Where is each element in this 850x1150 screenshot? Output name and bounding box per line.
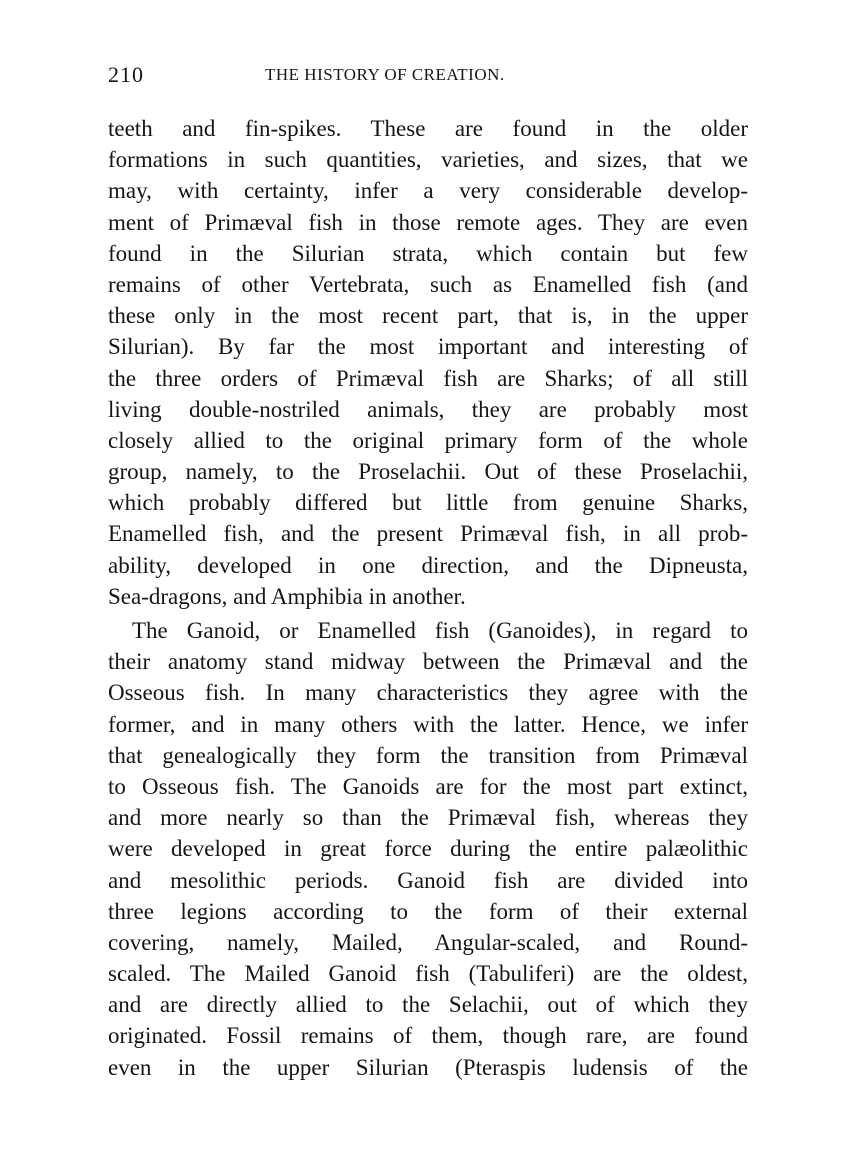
text-line: even in the upper Silurian (Pteraspis ludensis of the <box>108 1054 748 1080</box>
text-line: their anatomy stand midway between the Primæval and the <box>108 649 748 675</box>
text-line: Silurian). By far the most important and interesting of <box>108 334 748 360</box>
body-text <box>108 113 748 1083</box>
text-line: former, and in many others with the latter. Hence, we infer <box>108 711 748 737</box>
running-title: THE HISTORY OF CREATION. <box>265 65 505 84</box>
text-line: were developed in great force during the entire palæolithic <box>108 836 748 862</box>
running-head <box>108 62 748 92</box>
text-line: found in the Silurian strata, which contain but few <box>108 240 748 266</box>
text-line: to Osseous fish. The Ganoids are for the most part extinct, <box>108 773 748 799</box>
text-line: and mesolithic periods. Ganoid fish are divided into <box>108 867 748 893</box>
text-line: ability, developed in one direction, and the Dipneusta, <box>108 552 748 578</box>
text-line: group, namely, to the Proselachii. Out of these Proselachii, <box>108 459 748 485</box>
text-line: scaled. The Mailed Ganoid fish (Tabuliferi) are the oldest, <box>108 961 748 987</box>
text-line: covering, namely, Mailed, Angular-scaled, and Round- <box>108 929 748 955</box>
text-line: Enamelled fish, and the present Primæval fish, in all prob- <box>108 521 748 547</box>
page-number: 210 <box>108 62 144 87</box>
text-line: the three orders of Primæval fish are Sharks; of all still <box>108 365 748 391</box>
text-line: three legions according to the form of their external <box>108 898 748 924</box>
text-line: formations in such quantities, varieties, and sizes, that we <box>108 147 748 173</box>
text-line: ment of Primæval fish in those remote ages. They are even <box>108 209 748 235</box>
text-line: and more nearly so than the Primæval fish, whereas they <box>108 805 748 831</box>
text-line: closely allied to the original primary form of the whole <box>108 427 748 453</box>
text-line: that genealogically they form the transition from Primæval <box>108 742 748 768</box>
text-line: Sea-dragons, and Amphibia in another. <box>108 583 466 609</box>
text-line: The Ganoid, or Enamelled fish (Ganoides), in regard to <box>132 618 748 643</box>
text-line: teeth and fin-spikes. These are found in the older <box>108 116 748 141</box>
text-line: living double-nostriled animals, they are probably most <box>108 396 748 422</box>
text-line: and are directly allied to the Selachii, out of which they <box>108 992 748 1018</box>
text-line: remains of other Vertebrata, such as Enamelled fish (and <box>108 271 748 297</box>
text-line: originated. Fossil remains of them, though rare, are found <box>108 1023 748 1049</box>
text-line: Osseous fish. In many characteristics they agree with the <box>108 680 748 706</box>
text-line: may, with certainty, infer a very considerable develop- <box>108 178 748 204</box>
text-line: which probably differed but little from genuine Sharks, <box>108 490 748 516</box>
text-line: these only in the most recent part, that is, in the upper <box>108 303 748 329</box>
